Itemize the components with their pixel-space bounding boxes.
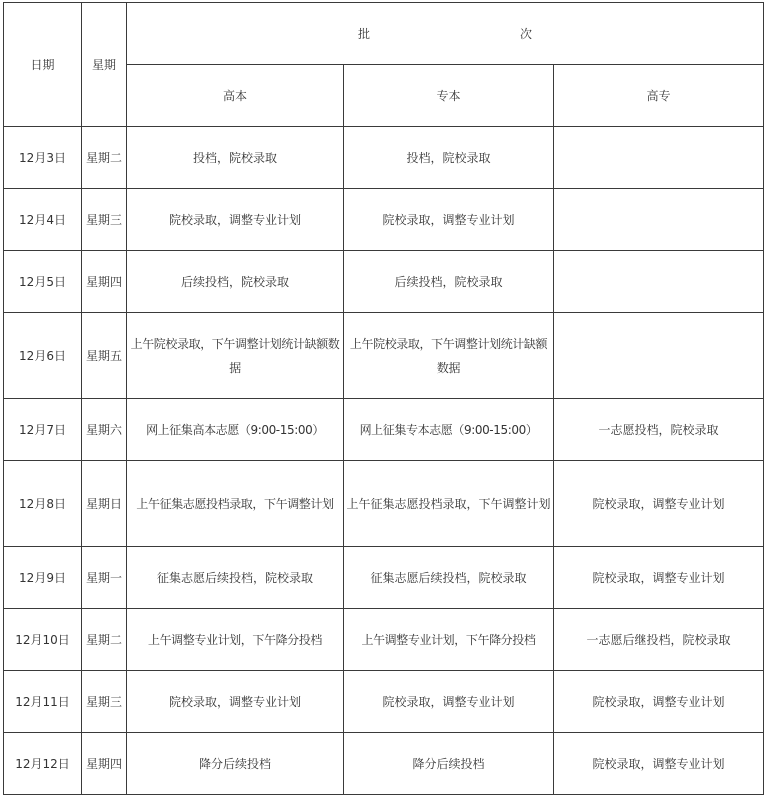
table-row	[4, 671, 764, 733]
cell-gaozhuan: 院校录取，调整专业计划	[554, 461, 764, 547]
cell-weekday: 星期日	[82, 461, 127, 547]
cell-date: 12月3日	[4, 127, 82, 189]
cell-date: 12月9日	[4, 547, 82, 609]
cell-gaozhuan	[554, 251, 764, 313]
cell-zhuanben: 征集志愿后续投档，院校录取	[344, 547, 554, 609]
cell-weekday: 星期四	[82, 733, 127, 795]
header-batch-left: 批	[357, 26, 370, 41]
cell-date: 12月5日	[4, 251, 82, 313]
table-row	[4, 609, 764, 671]
cell-weekday: 星期五	[82, 313, 127, 399]
cell-gaozhuan	[554, 189, 764, 251]
cell-date: 12月8日	[4, 461, 82, 547]
cell-gaoben: 院校录取，调整专业计划	[127, 671, 344, 733]
cell-zhuanben: 网上征集专本志愿（9:00-15:00）	[344, 399, 554, 461]
cell-gaoben: 投档，院校录取	[127, 127, 344, 189]
cell-date: 12月11日	[4, 671, 82, 733]
cell-gaoben: 上午征集志愿投档录取，下午调整计划	[127, 461, 344, 547]
cell-gaozhuan	[554, 313, 764, 399]
cell-gaoben: 降分后续投档	[127, 733, 344, 795]
header-zhuanben: 专本	[344, 65, 554, 127]
cell-zhuanben: 降分后续投档	[344, 733, 554, 795]
cell-gaoben: 上午调整专业计划，下午降分投档	[127, 609, 344, 671]
table-row	[4, 733, 764, 795]
cell-date: 12月4日	[4, 189, 82, 251]
cell-zhuanben: 投档，院校录取	[344, 127, 554, 189]
table-row	[4, 399, 764, 461]
cell-gaoben: 上午院校录取，下午调整计划统计缺额数据	[127, 313, 344, 399]
cell-gaozhuan: 一志愿投档，院校录取	[554, 399, 764, 461]
cell-weekday: 星期四	[82, 251, 127, 313]
table-row	[4, 189, 764, 251]
header-batch-right: 次	[520, 26, 533, 41]
cell-zhuanben: 上午调整专业计划，下午降分投档	[344, 609, 554, 671]
cell-zhuanben: 院校录取，调整专业计划	[344, 671, 554, 733]
cell-gaozhuan: 一志愿后继投档，院校录取	[554, 609, 764, 671]
table-row	[4, 461, 764, 547]
cell-weekday: 星期六	[82, 399, 127, 461]
cell-gaozhuan: 院校录取，调整专业计划	[554, 547, 764, 609]
cell-gaoben: 后续投档，院校录取	[127, 251, 344, 313]
header-batch	[127, 3, 764, 65]
cell-weekday: 星期二	[82, 609, 127, 671]
schedule-table	[3, 2, 764, 795]
cell-gaozhuan	[554, 127, 764, 189]
cell-gaoben: 网上征集高本志愿（9:00-15:00）	[127, 399, 344, 461]
cell-zhuanben: 院校录取，调整专业计划	[344, 189, 554, 251]
cell-weekday: 星期一	[82, 547, 127, 609]
table-row	[4, 313, 764, 399]
cell-zhuanben: 后续投档，院校录取	[344, 251, 554, 313]
cell-zhuanben: 上午征集志愿投档录取，下午调整计划	[344, 461, 554, 547]
table-row	[4, 251, 764, 313]
cell-zhuanben: 上午院校录取，下午调整计划统计缺额数据	[344, 313, 554, 399]
table-row	[4, 127, 764, 189]
cell-date: 12月12日	[4, 733, 82, 795]
cell-gaozhuan: 院校录取，调整专业计划	[554, 733, 764, 795]
cell-date: 12月7日	[4, 399, 82, 461]
cell-gaozhuan: 院校录取，调整专业计划	[554, 671, 764, 733]
cell-date: 12月6日	[4, 313, 82, 399]
header-date: 日期	[4, 3, 82, 127]
cell-weekday: 星期二	[82, 127, 127, 189]
cell-date: 12月10日	[4, 609, 82, 671]
cell-gaoben: 院校录取，调整专业计划	[127, 189, 344, 251]
cell-weekday: 星期三	[82, 189, 127, 251]
table-row	[4, 547, 764, 609]
header-gaoben: 高本	[127, 65, 344, 127]
header-gaozhuan: 高专	[554, 65, 764, 127]
cell-weekday: 星期三	[82, 671, 127, 733]
header-weekday: 星期	[82, 3, 127, 127]
cell-gaoben: 征集志愿后续投档，院校录取	[127, 547, 344, 609]
